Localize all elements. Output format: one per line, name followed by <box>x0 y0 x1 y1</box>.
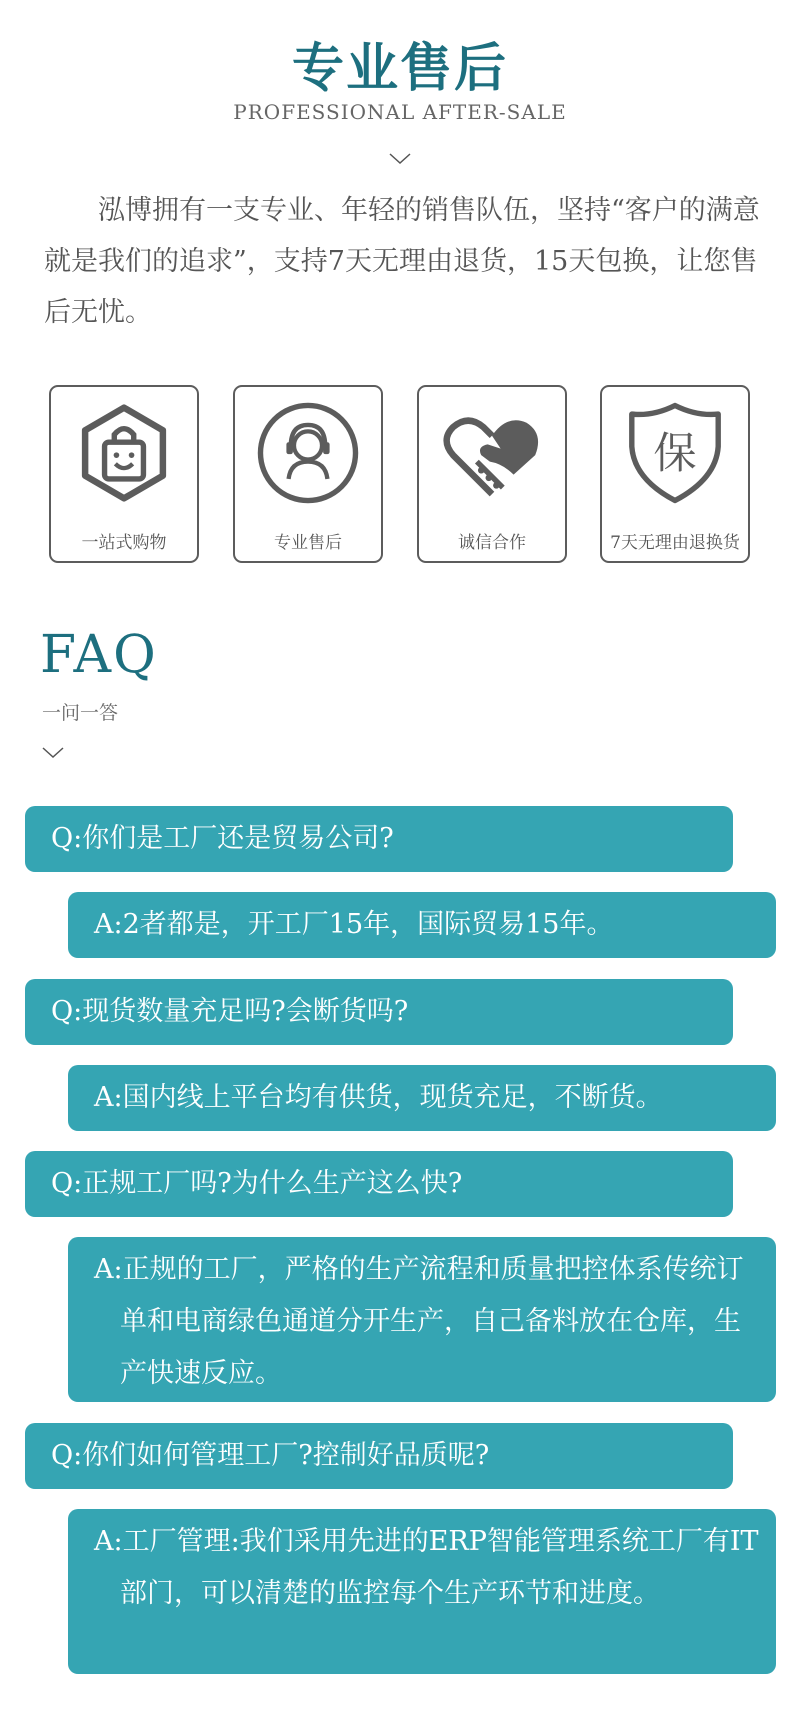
faq-question: Q:正规工厂吗?为什么生产这么快? <box>25 1151 733 1217</box>
shopping-bag-icon <box>70 399 178 507</box>
feature-label: 诚信合作 <box>458 533 526 553</box>
feature-card-one-stop <box>49 385 199 563</box>
faq-question: Q:你们如何管理工厂?控制好品质呢? <box>25 1423 733 1489</box>
customer-service-icon <box>254 399 362 507</box>
faq-question: Q:现货数量充足吗?会断货吗? <box>25 979 733 1045</box>
faq-answer <box>68 1237 776 1402</box>
faq-answer-text: A:工厂管理:我们采用先进的ERP智能管理系统工厂有IT部门，可以清楚的监控每个生产环节和进度。 <box>94 1526 759 1609</box>
feature-label: 一站式购物 <box>81 533 167 553</box>
faq-subtitle: 一问一答 <box>42 702 119 724</box>
page-title: 专业售后 <box>291 38 508 99</box>
faq-question: Q:你们是工厂还是贸易公司? <box>25 806 733 872</box>
chevron-down-icon <box>389 153 411 165</box>
faq-answer <box>68 1065 776 1131</box>
faq-title: FAQ <box>40 625 158 685</box>
feature-card-integrity <box>417 385 567 563</box>
svg-text:保: 保 <box>653 429 697 480</box>
faq-answer-text: A:正规的工厂，严格的生产流程和质量把控体系传统订单和电商绿色通道分开生产，自己备料放在仓库，生产快速反应。 <box>94 1254 744 1389</box>
feature-card-after-sale <box>233 385 383 563</box>
chevron-down-icon <box>42 747 64 759</box>
page-subtitle: PROFESSIONAL AFTER-SALE <box>233 100 567 124</box>
faq-answer-text: A:2者都是，开工厂15年，国际贸易15年。 <box>94 909 614 940</box>
faq-answer-text: A:国内线上平台均有供货，现货充足，不断货。 <box>94 1082 663 1113</box>
feature-label: 7天无理由退换货 <box>610 533 740 553</box>
faq-answer <box>68 892 776 958</box>
shield-guarantee-icon <box>621 399 729 507</box>
feature-card-guarantee <box>600 385 750 563</box>
intro-paragraph: 泓博拥有一支专业、年轻的销售队伍，坚持“客户的满意就是我们的追求”，支持7天无理由退货，15天包换，让您售后无忧。 <box>44 195 760 328</box>
faq-answer <box>68 1509 776 1674</box>
feature-label: 专业售后 <box>274 533 342 553</box>
handshake-heart-icon <box>438 399 546 507</box>
